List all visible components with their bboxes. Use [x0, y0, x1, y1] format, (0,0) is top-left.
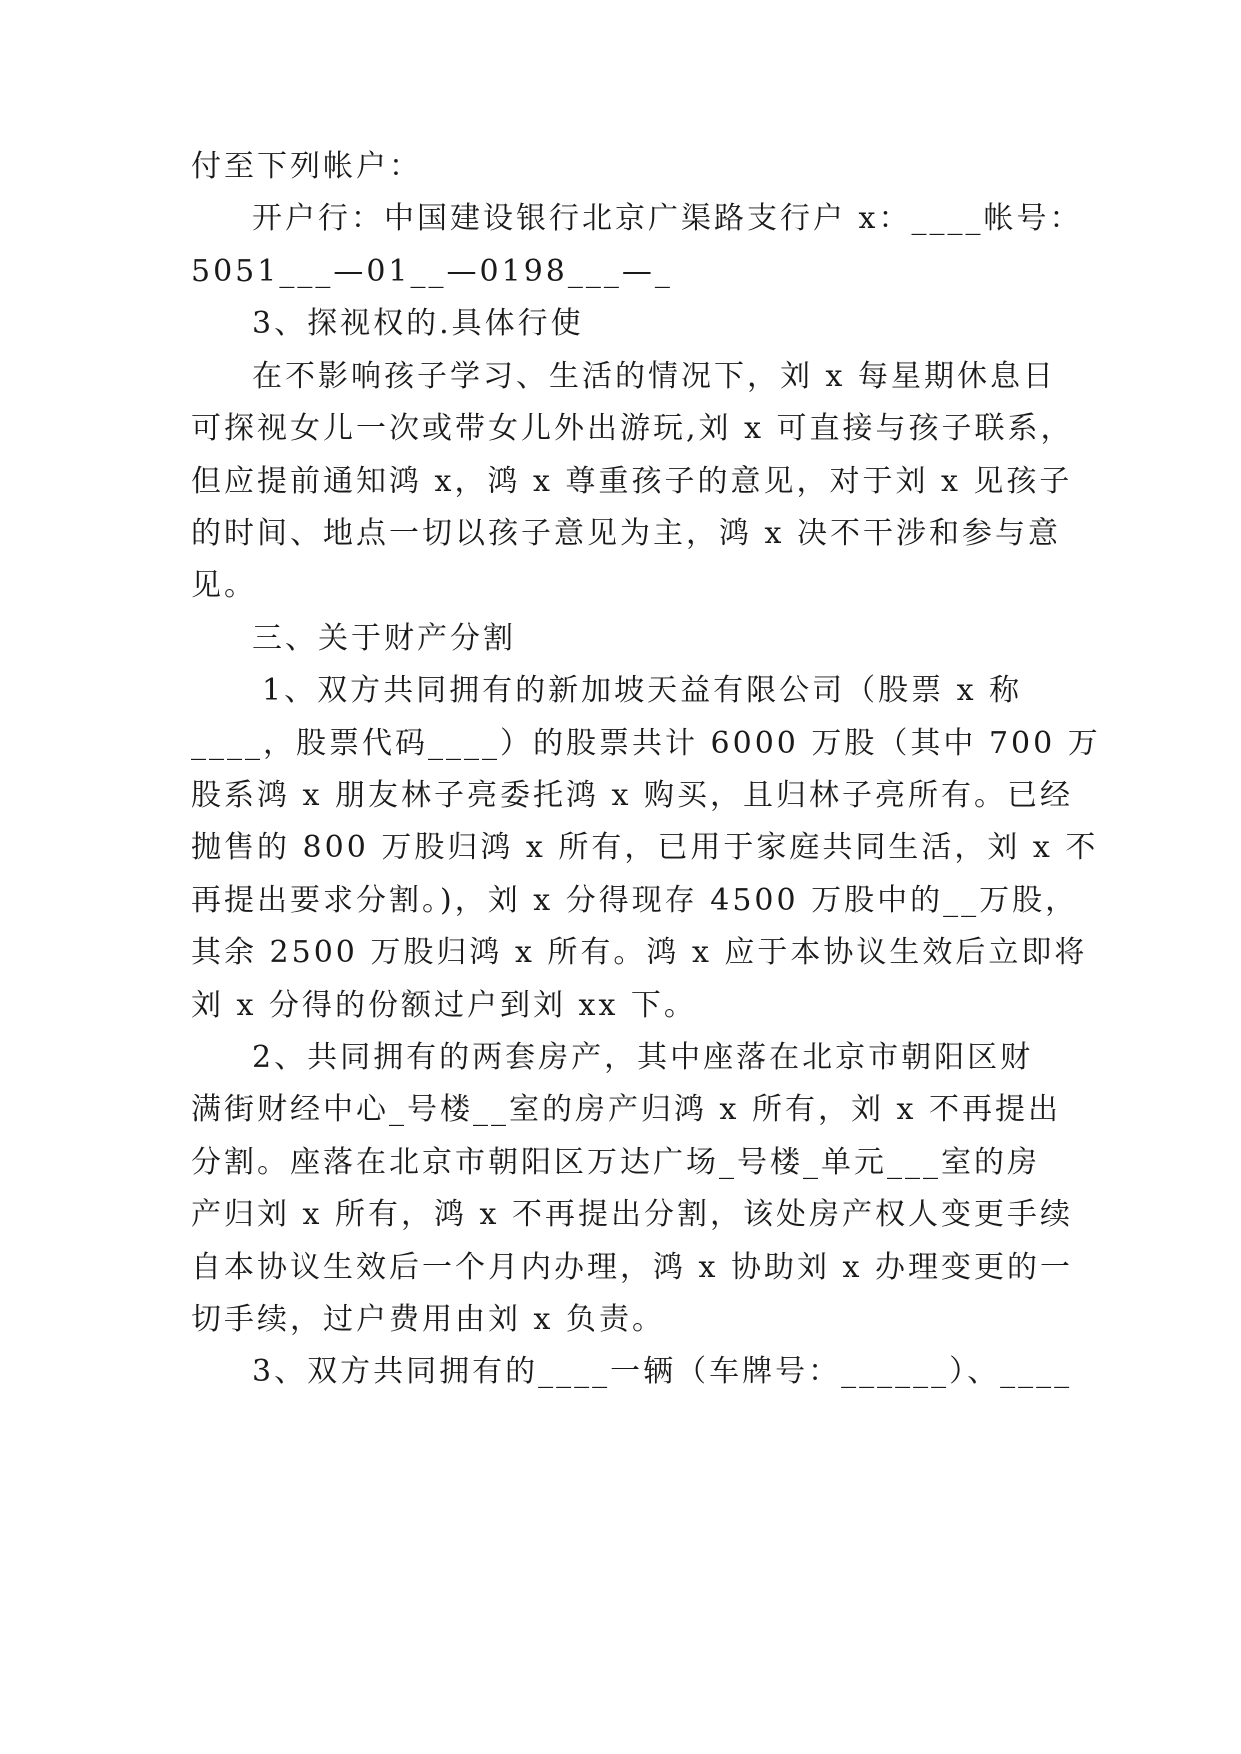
text-line: 产归刘 x 所有，鸿 x 不再提出分割，该处房产权人变更手续: [191, 1197, 1073, 1232]
text-line: 自本协议生效后一个月内办理，鸿 x 协助刘 x 办理变更的一: [191, 1250, 1073, 1285]
text-line: 2、共同拥有的两套房产，其中座落在北京市朝阳区财: [252, 1040, 1034, 1075]
text-line: 满街财经中心_号楼__室的房产归鸿 x 所有，刘 x 不再提出: [191, 1092, 1061, 1127]
text-line: 股系鸿 x 朋友林子亮委托鸿 x 购买，且归林子亮所有。已经: [191, 778, 1073, 813]
text-line: 抛售的 800 万股归鸿 x 所有，已用于家庭共同生活，刘 x 不: [191, 830, 1099, 865]
text-line: 开户行：中国建设银行北京广渠路支行户 x：____帐号：: [252, 201, 1083, 236]
text-line: 切手续，过户费用由刘 x 负责。: [191, 1302, 665, 1337]
text-line: 其余 2500 万股归鸿 x 所有。鸿 x 应于本协议生效后立即将: [191, 935, 1088, 970]
text-line: 5051___—01__—0198___—_: [191, 254, 673, 289]
text-line: 付至下列帐户：: [191, 149, 422, 184]
text-line: 见。: [191, 568, 257, 603]
text-line: 但应提前通知鸿 x，鸿 x 尊重孩子的意见，对于刘 x 见孩子: [191, 464, 1073, 499]
text-line: 再提出要求分割。)，刘 x 分得现存 4500 万股中的__万股，: [191, 883, 1079, 918]
section-heading: 3、探视权的.具体行使: [252, 306, 584, 341]
text-line: 的时间、地点一切以孩子意见为主，鸿 x 决不干涉和参与意: [191, 516, 1061, 551]
text-line: 分割。座落在北京市朝阳区万达广场_号楼_单元___室的房: [191, 1145, 1040, 1180]
text-line: 刘 x 分得的份额过户到刘 xx 下。: [191, 988, 697, 1023]
text-line: 1、双方共同拥有的新加坡天益有限公司（股票 x 称: [262, 673, 1023, 708]
text-line: 在不影响孩子学习、生活的情况下，刘 x 每星期休息日: [252, 359, 1056, 394]
text-line: ____，股票代码____）的股票共计 6000 万股（其中 700 万: [191, 726, 1101, 761]
text-line: 3、双方共同拥有的____一辆（车牌号：______）、____: [252, 1354, 1073, 1389]
section-heading: 三、关于财产分割: [252, 621, 516, 656]
text-line: 可探视女儿一次或带女儿外出游玩,刘 x 可直接与孩子联系，: [191, 411, 1074, 446]
